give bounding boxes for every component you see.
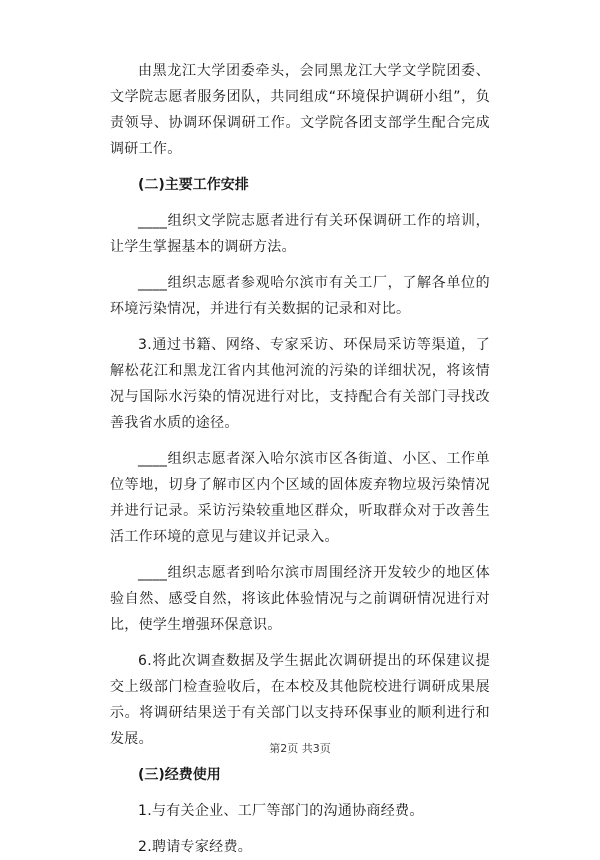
paragraph-item-results: 6.将此次调查数据及学生据此次调研提出的环保建议提交上级部门检查验收后，在本校及其他院校进行调研成果展示。将调研结果送于有关部门以支持环保事业的顺利进行和发展。: [110, 653, 490, 747]
paragraph-funding-2: 2.聘请专家经费。: [138, 839, 253, 855]
page-number-footer: 第2页 共3页: [269, 742, 331, 755]
paragraph-item-training: ____组织文学院志愿者进行有关环保调研工作的培训，让学生掌握基本的调研方法。: [110, 213, 490, 255]
section-heading-work-plan: (二)主要工作安排: [138, 177, 249, 193]
paragraph-item-street-survey: ____组织志愿者深入哈尔滨市区各街道、小区、工作单位等地，切身了解市区内个区域的固体废弃物垃圾污染情况并进行记录。采访污染较重地区群众，听取群众对于改善生活工作环境的意见与建议并记录入。: [110, 451, 490, 545]
paragraph-item-nature-experience: ____组织志愿者到哈尔滨市周围经济开发较少的地区体验自然、感受自然，将该此体验情况与之前调研情况进行对比，使学生增强环保意识。: [110, 565, 490, 633]
paragraph-org-intro: 由黑龙江大学团委牵头，会同黑龙江大学文学院团委、文学院志愿者服务团队，共同组成“环境保护调研小组”，负责领导、协调环保调研工作。文学院各团支部学生配合完成调研工作。: [110, 63, 490, 157]
paragraph-funding-1: 1.与有关企业、工厂等部门的沟通协商经费。: [138, 803, 424, 819]
paragraph-item-factory-visit: ____组织志愿者参观哈尔滨市有关工厂，了解各单位的环境污染情况，并进行有关数据的记录和对比。: [110, 275, 490, 317]
section-heading-funding: (三)经费使用: [138, 767, 221, 783]
paragraph-item-research: 3.通过书籍、网络、专家采访、环保局采访等渠道，了解松花江和黑龙江省内其他河流的污染的详细状况，将该情况与国际水污染的情况进行对比，支持配合有关部门寻找改善我省水质的途径。: [110, 337, 490, 431]
